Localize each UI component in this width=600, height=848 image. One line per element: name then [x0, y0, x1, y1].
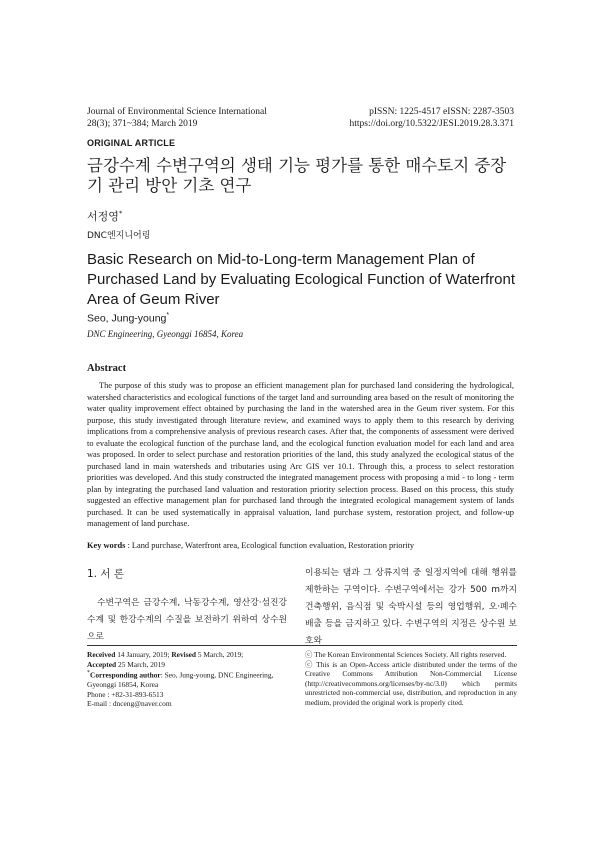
footnote-right [305, 650, 517, 708]
footnote-divider [87, 645, 517, 646]
corr-mark: * [87, 670, 90, 677]
journal-identifiers [349, 106, 514, 130]
received-date: 14 January, 2019; [117, 650, 170, 659]
keywords-text: : Land purchase, Waterfront area, Ecological function evaluation, Restoration priority [127, 541, 415, 550]
copyright: ⓒ The Korean Environmental Sciences Society. All rights reserved. [305, 650, 507, 659]
abstract-text: The purpose of this study was to propose an efficient management plan for purchased land considering the hydrological, watershed characteristics and ecological functions of the target land and surrounding area based on the result of monitoring the water quality improvement effect obtained by purchasing the land in the watershed area in the Geum river system. For this purpose, this study investigated through literature review, and examined ways to apply them to this research by deriving implications from a comprehensive analysis of previous research cases. After that, the components of assessment were derived to evaluate the ecological function of the purchase land, and the ecological function evaluation model for each land and area was proposed. In order to select purchase and restoration priorities of the land, this study analyzed the ecological status of the purchased land in main watersheds and tributaries using Arc GIS ver 10.1. Through this, a process to select restoration priorities was developed. And this study constructed the integrated management process with proposing a mid - to long - term plan by integrating the purchased land valuation and restoration priority selection process. Based on this process, this study suggested an effective management plan for purchased land through the integrated ecological management system of lands purchased. It can be used systematically in appraisal valuation, land purchase system, restoration project, and follow-up management of land purchase. [87, 381, 514, 528]
korean-affiliation: DNC엔지니어링 [87, 231, 151, 241]
email-link[interactable]: E-mail : dnceng@naver.com [87, 699, 172, 709]
korean-author-mark: * [118, 209, 123, 218]
english-author-name: Seo, Jung-young [87, 312, 167, 325]
abstract-heading: Abstract [87, 363, 127, 374]
journal-info [87, 106, 267, 130]
phone: Phone : +82-31-893-6513 [87, 689, 164, 699]
accepted-label: Accepted [87, 659, 117, 669]
license: ⓒ This is an Open-Access article distributed under the terms of the Creative Commons Attribution Non-Commercial License (http://creativecommons.org/licenses/by-nc/3.0) which permits unrestricted non-commercial use, distribution, and reproduction in any medium, provided the original work is properly cited. [305, 659, 517, 707]
korean-author-name: 서정영 [87, 210, 119, 223]
corr-label: Corresponding author [90, 670, 161, 680]
english-author-mark: * [166, 312, 170, 319]
revised-label: Revised [171, 650, 196, 659]
accepted-date: 25 March, 2019 [118, 659, 166, 669]
doi-link[interactable]: https://doi.org/10.5322/JESI.2019.28.3.371 [349, 119, 514, 129]
dates-line [87, 650, 292, 660]
accepted-line [87, 660, 292, 670]
english-affiliation: DNC Engineering, Gyeonggi 16854, Korea [87, 329, 244, 339]
footnote-left [87, 650, 292, 709]
korean-author [87, 208, 122, 224]
journal-volume: 28(3); 371~384; March 2019 [87, 119, 198, 129]
english-author [87, 312, 169, 325]
keywords [87, 541, 514, 550]
section-heading: 1. 서 론 [87, 568, 124, 580]
issn: pISSN: 1225-4517 eISSN: 2287-3503 [369, 107, 514, 117]
received-label: Received [87, 650, 116, 659]
keywords-label: Key words [87, 541, 126, 550]
body-right-column: 이용되는 댐과 그 상류지역 중 일정지역에 대해 행위를 제한하는 구역이다. 수변구역에서는 강가 500 m까지 건축행위, 음식점 및 숙박시설 등의 영업행위, 오·폐수배출 등을 금지하고 있다. 수변구역의 지정은 상수원 보호와 [305, 568, 517, 646]
korean-title: 금강수계 수변구역의 생태 기능 평가를 통한 매수토지 중장기 관리 방안 기초 연구 [87, 156, 507, 195]
corresponding-author [87, 669, 292, 690]
journal-name: Journal of Environmental Science International [87, 107, 267, 117]
revised-date: 5 March, 2019; [197, 650, 244, 659]
article-type: ORIGINAL ARTICLE [87, 138, 176, 148]
body-left-column: 수변구역은 금강수계, 낙동강수계, 영산강·섬진강수계 및 한강수계의 수질을 보전하기 위하여 상수원으로 [87, 598, 287, 642]
corr-text: : Seo, Jung-young, DNC Engineering, Gyeonggi 16854, Korea [87, 670, 274, 690]
english-title: Basic Research on Mid-to-Long-term Management Plan of Purchased Land by Evaluating Ecological Function of Waterfront Area of Geum River [87, 251, 516, 308]
